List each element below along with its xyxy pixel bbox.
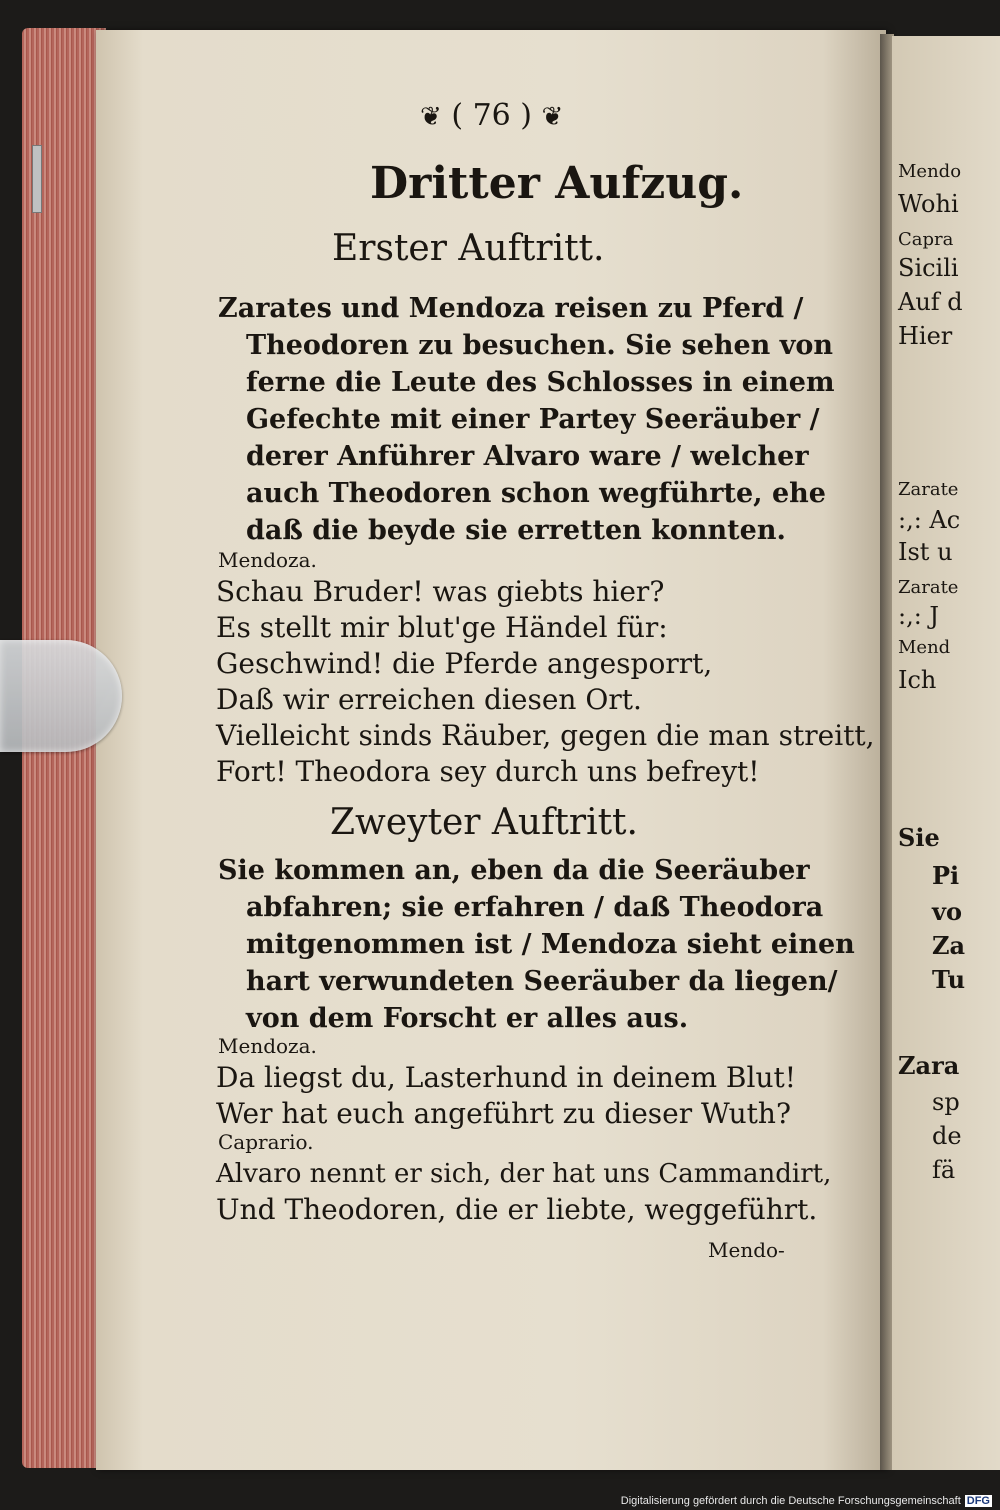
right-line: de (932, 1122, 962, 1150)
digitization-credit (621, 1495, 992, 1507)
stage-direction-line: von dem Forscht er alles aus. (246, 1003, 689, 1034)
right-line: Tu (932, 965, 966, 994)
stage-direction-line: ferne die Leute des Schlosses in einem (246, 367, 835, 398)
right-line: Auf d (898, 288, 963, 316)
right-line: Wohi (898, 190, 959, 218)
verse-line: Alvaro nennt er sich, der hat uns Cammandirt, (216, 1159, 832, 1189)
page-clip (32, 145, 42, 213)
right-line: Pi (932, 861, 960, 890)
right-line: fä (932, 1156, 956, 1184)
right-line: Zarate (898, 479, 959, 500)
right-line: Sicili (898, 254, 959, 282)
right-line: Mend (898, 637, 951, 658)
right-line: Sie (898, 823, 940, 852)
speaker-name: Caprario. (218, 1130, 314, 1154)
stage-direction-line: derer Anführer Alvaro ware / welcher (246, 441, 809, 472)
speaker-name: Mendoza. (218, 548, 317, 572)
stage-direction-line: Sie kommen an, eben da die Seeräuber (218, 855, 810, 886)
right-line: Zara (898, 1051, 960, 1080)
crown-ornament-icon: ❦ (541, 102, 564, 132)
verse-line: Vielleicht sinds Räuber, gegen die man streitt, (216, 719, 875, 752)
scene-title: Zweyter Auftritt. (330, 802, 638, 843)
verse-line: Daß wir erreichen diesen Ort. (216, 683, 642, 716)
credit-text: Digitalisierung gefördert durch die Deutsche Forschungsgemeinschaft (620, 1495, 961, 1507)
verse-line: Da liegst du, Lasterhund in deinem Blut! (216, 1061, 796, 1094)
crown-ornament-icon: ❦ (420, 102, 442, 132)
verse-line: Und Theodoren, die er liebte, weggeführt. (216, 1193, 818, 1226)
right-line: sp (932, 1088, 960, 1116)
scene-title: Erster Auftritt. (332, 228, 605, 269)
right-line: Mendo (898, 161, 962, 182)
stage-direction-line: auch Theodoren schon wegführte, ehe (246, 478, 826, 509)
verse-line: Es stellt mir blut'ge Händel für: (216, 611, 668, 644)
page-header (420, 98, 563, 133)
right-line: :,: Ac (898, 506, 961, 534)
right-line: Capra (898, 229, 954, 250)
right-line: Hier (898, 322, 953, 350)
right-line: Za (932, 931, 966, 960)
right-line: :,: J (898, 602, 940, 630)
verse-line: Geschwind! die Pferde angesporrt, (216, 647, 713, 680)
stage-direction-line: Gefechte mit einer Partey Seeräuber / (246, 404, 820, 435)
verse-line: Schau Bruder! was giebts hier? (216, 575, 665, 608)
right-line: Ich (898, 666, 937, 694)
stage-direction-line: Theodoren zu besuchen. Sie sehen von (246, 330, 834, 361)
verse-line: Fort! Theodora sey durch uns befreyt! (216, 755, 760, 788)
stage-direction-line: mitgenommen ist / Mendoza sieht einen (246, 929, 855, 960)
stage-direction-line: hart verwundeten Seeräuber da liegen/ (246, 966, 838, 997)
right-page (892, 36, 1000, 1470)
verse-line: Wer hat euch angeführt zu dieser Wuth? (216, 1097, 791, 1130)
right-line: Zarate (898, 577, 959, 598)
right-line: Ist u (898, 538, 953, 566)
catchword: Mendo- (708, 1238, 785, 1262)
right-line: vo (932, 897, 962, 926)
speaker-name: Mendoza. (218, 1034, 317, 1058)
stage-direction-line: Zarates und Mendoza reisen zu Pferd / (218, 293, 804, 324)
stage-direction-line: abfahren; sie erfahren / daß Theodora (246, 892, 824, 923)
stage-direction-line: daß die beyde sie erretten konnten. (246, 515, 786, 546)
page-number: ( 76 ) (451, 98, 532, 133)
act-title: Dritter Aufzug. (370, 158, 744, 209)
scanner-page-holder (0, 640, 122, 752)
dfg-logo: DFG (966, 1495, 990, 1507)
